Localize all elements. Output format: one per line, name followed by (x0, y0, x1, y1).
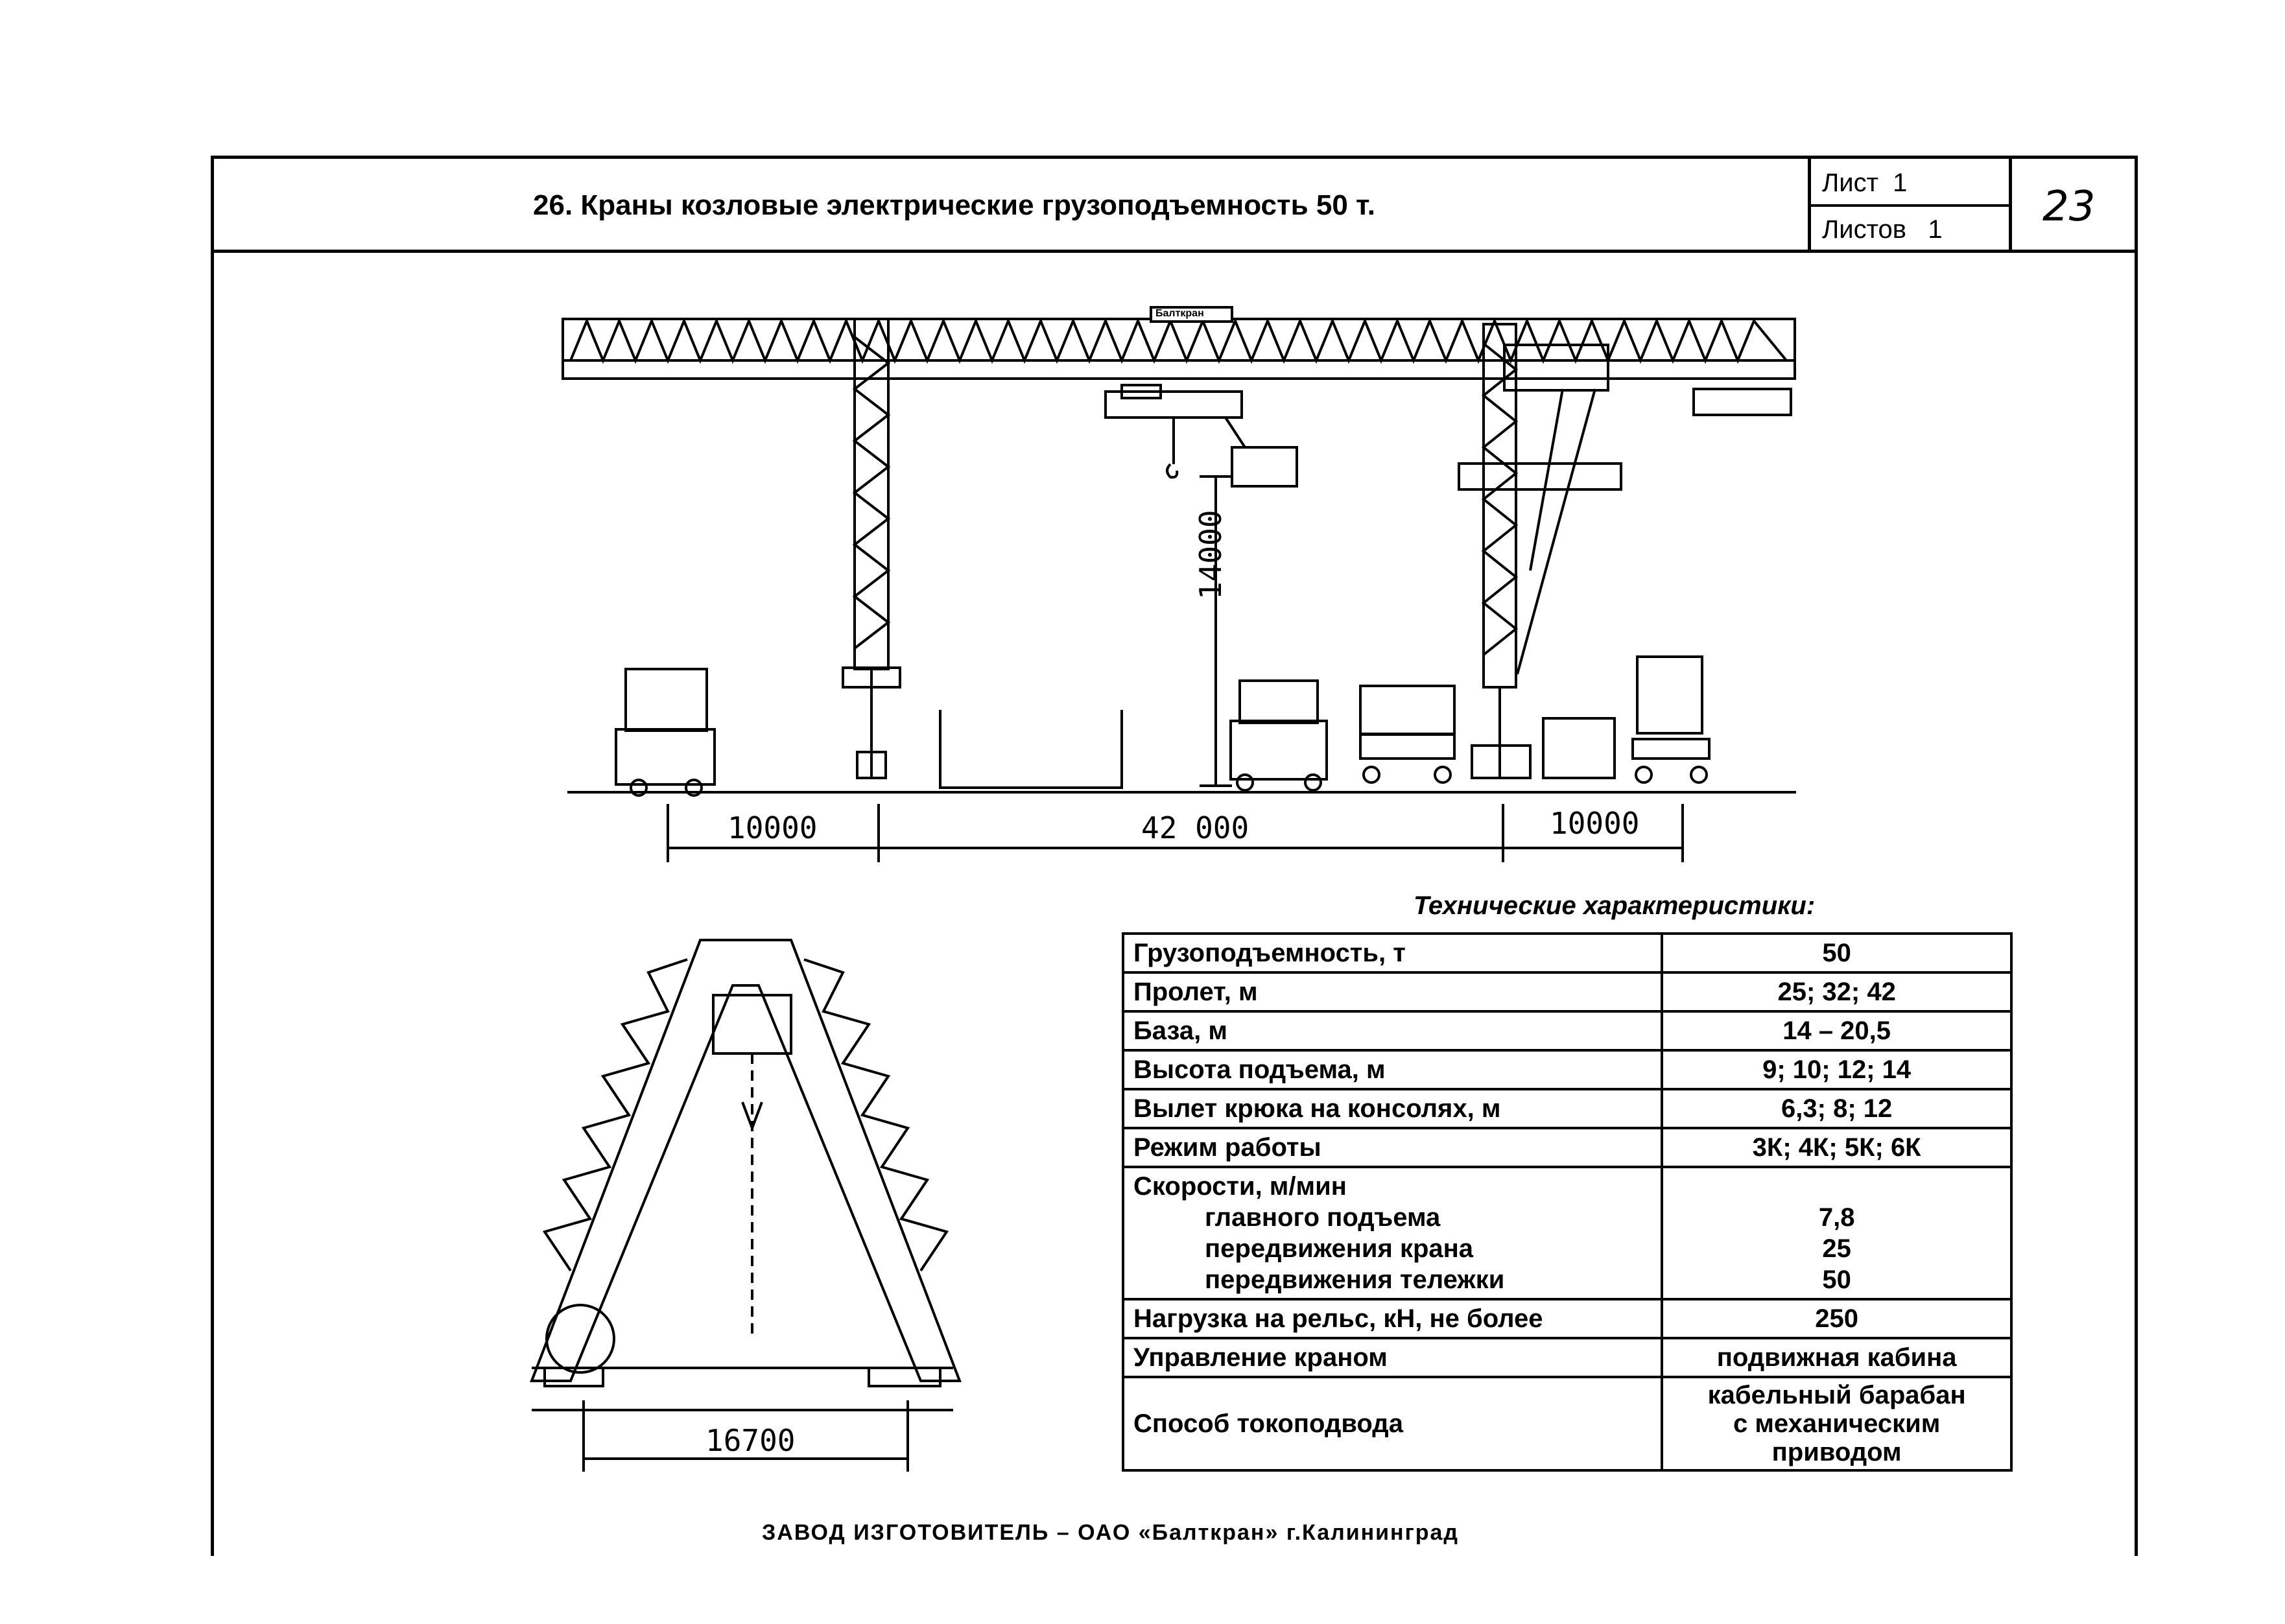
table-row (1123, 1338, 2011, 1377)
power-line-3: приводом (1771, 1438, 1902, 1466)
span-dimension: 42 000 (1141, 810, 1249, 845)
spec-param: Управление краном (1123, 1338, 1662, 1377)
height-dimension: 14000 (1193, 510, 1228, 600)
spec-value: 14 – 20,5 (1662, 1011, 2011, 1050)
table-row (1123, 1128, 2011, 1167)
spec-value: 250 (1662, 1299, 2011, 1338)
spec-value: подвижная кабина (1662, 1338, 2011, 1377)
speed-hoist-label: главного подъема (1205, 1203, 1441, 1232)
speed-trolley-label: передвижения тележки (1205, 1265, 1505, 1294)
spec-value (1662, 1377, 2011, 1470)
page-title: 26. Краны козловые электрические грузоподъемность 50 т. (533, 189, 1375, 221)
specs-table (1122, 932, 2013, 1472)
spec-value (1662, 1167, 2011, 1299)
spec-value: 6,3; 8; 12 (1662, 1089, 2011, 1128)
left-overhang-dimension: 10000 (728, 810, 818, 845)
spec-value: 9; 10; 12; 14 (1662, 1050, 2011, 1089)
sheets-label: Листов 1 (1822, 215, 1943, 244)
table-row (1123, 972, 2011, 1011)
brand-plate-text: Балткран (1155, 308, 1204, 319)
table-row (1123, 1089, 2011, 1128)
spec-value: 25; 32; 42 (1662, 972, 2011, 1011)
spec-param: Способ токоподвода (1123, 1377, 1662, 1470)
table-row (1123, 1050, 2011, 1089)
power-line-2: с механическим (1733, 1409, 1941, 1438)
speed-crane-label: передвижения крана (1205, 1234, 1474, 1263)
table-row (1123, 1011, 2011, 1050)
spec-param: Нагрузка на рельс, кН, не более (1123, 1299, 1662, 1338)
manufacturer-footer: ЗАВОД ИЗГОТОВИТЕЛЬ – ОАО «Балткран» г.Калининград (762, 1520, 1460, 1545)
spec-param: Вылет крюка на консолях, м (1123, 1089, 1662, 1128)
spec-value: 50 (1662, 934, 2011, 972)
speed-crane-value: 25 (1822, 1234, 1851, 1263)
speed-hoist-value: 7,8 (1818, 1203, 1855, 1232)
speed-trolley-value: 50 (1822, 1265, 1851, 1294)
spec-param: Режим работы (1123, 1128, 1662, 1167)
table-row (1123, 1299, 2011, 1338)
specs-heading: Технические характеристики: (1414, 891, 1816, 920)
power-line-1: кабельный барабан (1707, 1381, 1966, 1409)
spec-param: База, м (1123, 1011, 1662, 1050)
table-row-speeds (1123, 1167, 2011, 1299)
sheet-label: Лист 1 (1822, 169, 1908, 197)
base-dimension: 16700 (705, 1423, 796, 1458)
spec-param: Грузоподъемность, т (1123, 934, 1662, 972)
crane-end-elevation (0, 908, 1037, 1491)
right-overhang-dimension: 10000 (1550, 806, 1640, 841)
page-number: 23 (2042, 183, 2096, 231)
table-row (1123, 934, 2011, 972)
speeds-label: Скорости, м/мин (1133, 1172, 1347, 1201)
spec-value: 3К; 4К; 5К; 6К (1662, 1128, 2011, 1167)
table-row-power (1123, 1377, 2011, 1470)
spec-param: Пролет, м (1123, 972, 1662, 1011)
spec-param: Высота подъема, м (1123, 1050, 1662, 1089)
spec-param (1123, 1167, 1662, 1299)
